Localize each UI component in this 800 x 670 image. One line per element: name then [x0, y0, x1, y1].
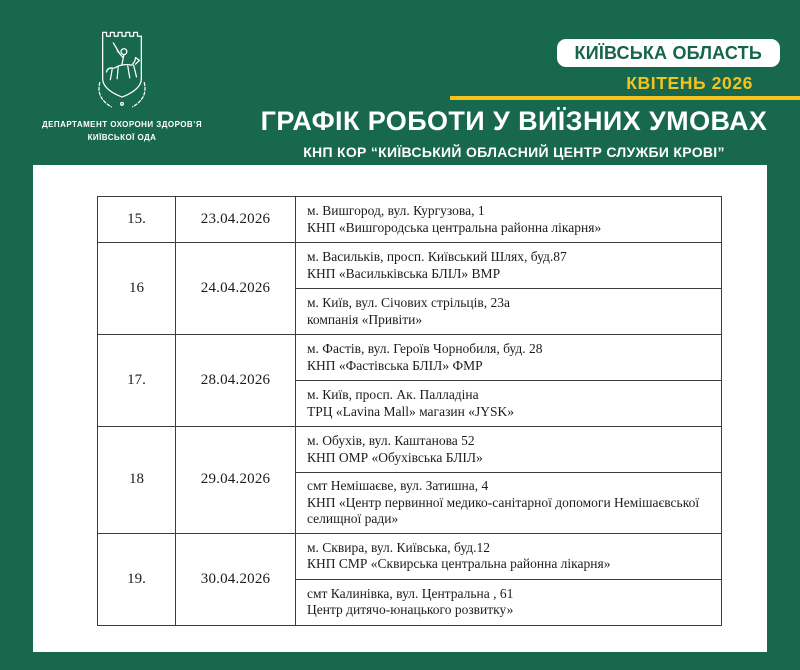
location-address: м. Обухів, вул. Каштанова 52	[307, 433, 475, 448]
location-cell	[296, 427, 722, 473]
schedule-table	[97, 196, 722, 626]
logo-caption	[36, 119, 208, 145]
location-cell	[296, 533, 722, 579]
location-institution: КНП ОМР «Обухівська БЛІЛ»	[307, 449, 483, 465]
schedule-card	[33, 165, 767, 652]
accent-line	[450, 96, 800, 100]
location-institution: ТРЦ «Lavina Mall» магазин «JYSK»	[307, 403, 514, 419]
row-number-cell: 19.	[98, 533, 176, 625]
table-row	[98, 533, 722, 579]
location-institution: компанія «Привіти»	[307, 311, 423, 327]
title-block	[232, 106, 796, 160]
date-cell: 23.04.2026	[176, 197, 296, 243]
location-institution: КНП СМР «Сквирська центральна районна лікарня»	[307, 556, 611, 571]
location-institution: КНП «Васильківська БЛІЛ» ВМР	[307, 265, 501, 281]
location-address: м. Київ, вул. Січових стрільців, 23а	[307, 295, 511, 310]
coat-of-arms-icon	[93, 28, 151, 114]
date-cell: 24.04.2026	[176, 243, 296, 335]
location-cell	[296, 335, 722, 381]
location-address: м. Вишгород, вул. Кургузова, 1	[307, 203, 485, 218]
location-address: м. Васильків, просп. Київський Шлях, буд.87	[307, 249, 567, 264]
row-number-cell: 17.	[98, 335, 176, 427]
location-address: смт Калинівка, вул. Центральна , 61	[307, 585, 514, 601]
row-number-cell: 18	[98, 427, 176, 534]
logo-caption-line1: ДЕПАРТАМЕНТ ОХОРОНИ ЗДОРОВ’Я	[41, 120, 203, 129]
location-cell	[296, 473, 722, 534]
page-subtitle: КНП КОР “КИЇВСЬКИЙ ОБЛАСНИЙ ЦЕНТР СЛУЖБИ КРОВІ”	[303, 144, 725, 161]
date-cell: 30.04.2026	[176, 533, 296, 625]
location-institution: Центр дитячо-юнацького розвитку»	[307, 602, 514, 617]
location-address: м. Фастів, вул. Героїв Чорнобиля, буд. 28	[307, 341, 543, 356]
month-label: КВІТЕНЬ 2026	[626, 73, 753, 93]
location-cell	[296, 197, 722, 243]
date-cell: 28.04.2026	[176, 335, 296, 427]
location-institution: КНП «Центр первинної медико-санітарної допомоги Немішаєвської селищної ради»	[307, 494, 700, 526]
page-title: ГРАФІК РОБОТИ У ВИЇЗНИХ УМОВАХ	[260, 106, 768, 136]
location-cell	[296, 579, 722, 625]
location-cell	[296, 243, 722, 289]
location-address: м. Київ, просп. Ак. Палладіна	[307, 387, 479, 402]
table-row	[98, 427, 722, 473]
row-number-cell: 15.	[98, 197, 176, 243]
row-number-cell: 16	[98, 243, 176, 335]
location-institution: КНП «Фастівська БЛІЛ» ФМР	[307, 357, 483, 373]
table-row	[98, 197, 722, 243]
logo-caption-line2: КИЇВСЬКОЇ ОДА	[87, 132, 157, 142]
table-row	[98, 335, 722, 381]
table-row	[98, 243, 722, 289]
department-logo	[36, 28, 208, 145]
date-cell: 29.04.2026	[176, 427, 296, 534]
location-address: м. Сквира, вул. Київська, буд.12	[307, 539, 491, 555]
region-badge: КИЇВСЬКА ОБЛАСТЬ	[557, 39, 780, 67]
location-institution: КНП «Вишгородська центральна районна лікарня»	[307, 219, 602, 235]
location-address: смт Немішаєве, вул. Затишна, 4	[307, 478, 489, 493]
location-cell	[296, 381, 722, 427]
location-cell	[296, 289, 722, 335]
